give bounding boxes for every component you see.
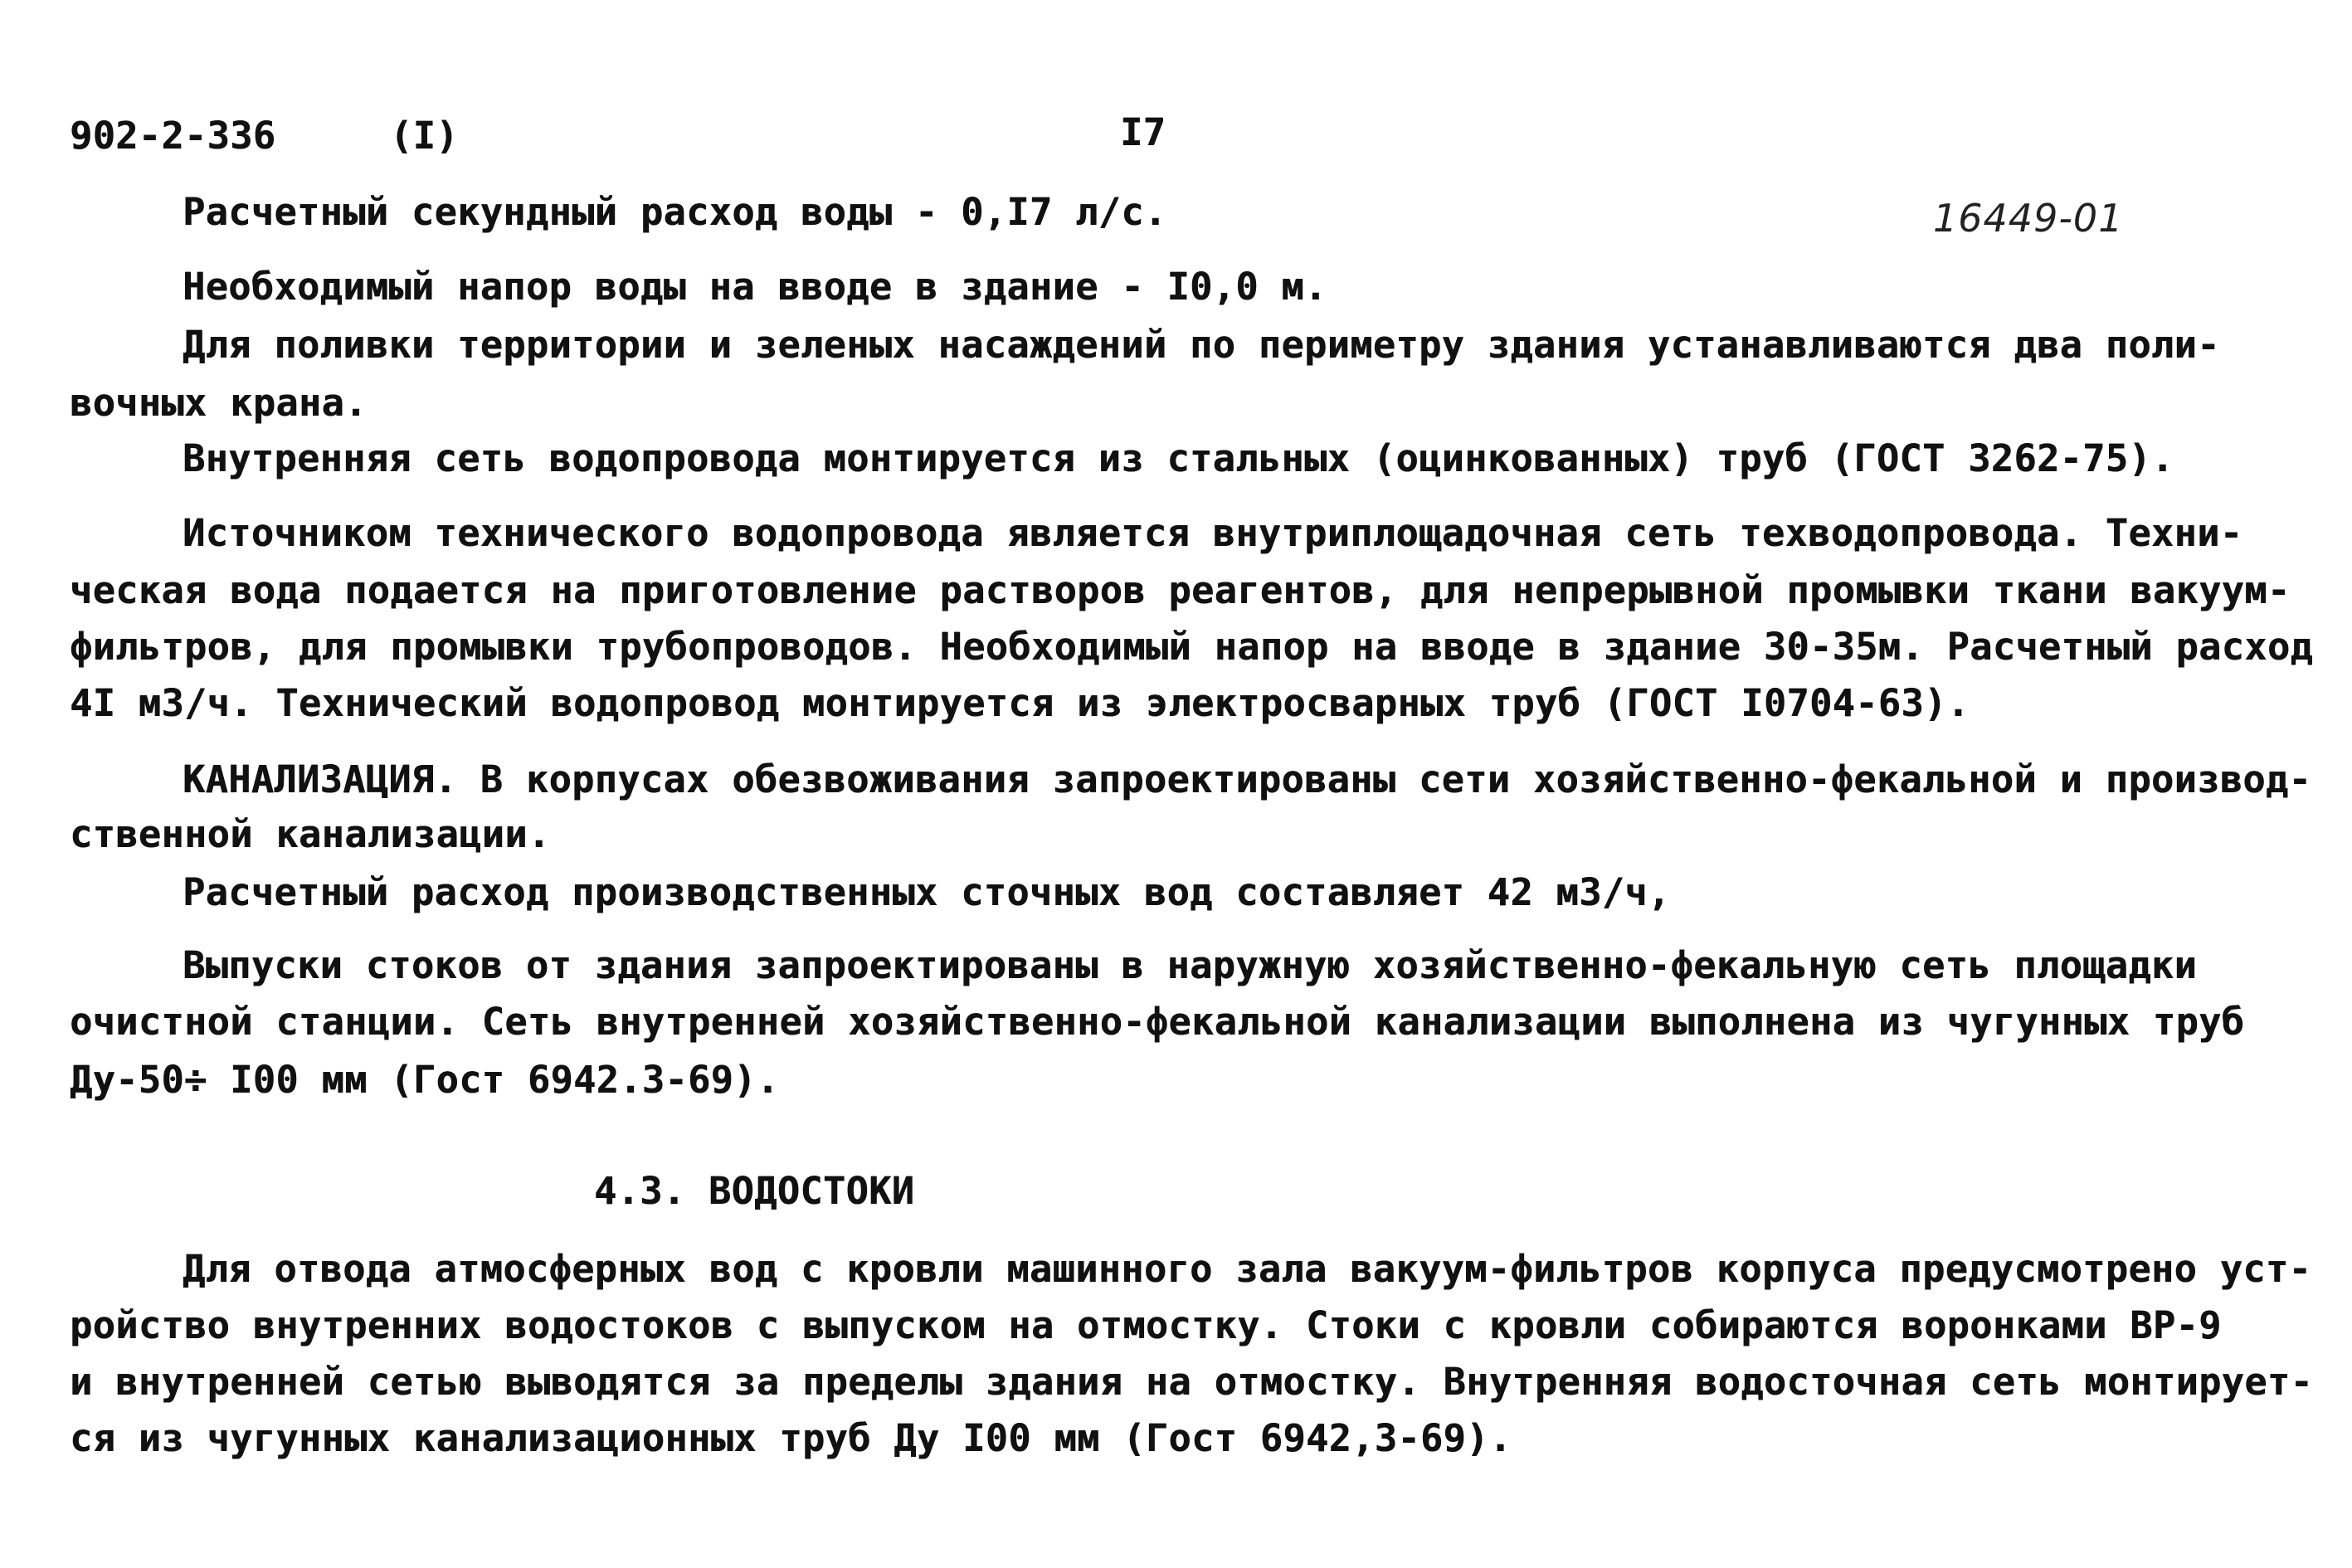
document-code: 902-2-336 bbox=[70, 114, 276, 158]
text-line: Для отвода атмосферных вод с кровли машинного зала вакуум-фильтров корпуса предусмотрено уст- bbox=[183, 1247, 2312, 1291]
page-number: I7 bbox=[1120, 110, 1166, 154]
text-line: ройство внутренних водостоков с выпуском на отмостку. Стоки с кровли собираются воронками ВР-9 bbox=[70, 1303, 2222, 1347]
text-line: ственной канализации. bbox=[70, 812, 551, 856]
text-line: очистной станции. Сеть внутренней хозяйственно-фекальной канализации выполнена из чугунных труб bbox=[70, 1000, 2245, 1044]
text-line: Для поливки территории и зеленых насаждений по периметру здания устанавливаются два поли- bbox=[183, 323, 2220, 367]
text-line: фильтров, для промывки трубопроводов. Необходимый напор на вводе в здание 30-35м. Расчетный расход bbox=[70, 625, 2314, 669]
text-line: Выпуски стоков от здания запроектированы в наружную хозяйственно-фекальную сеть площадки bbox=[183, 943, 2198, 987]
text-line: Необходимый напор воды на вводе в здание - I0,0 м. bbox=[183, 265, 1327, 309]
text-line: 4I м3/ч. Технический водопровод монтируется из электросварных труб (ГОСТ I0704-63). bbox=[70, 681, 1970, 725]
text-line: Источником технического водопровода является внутриплощадочная сеть техводопровода. Техни- bbox=[183, 511, 2243, 555]
text-line: ческая вода подается на приготовление растворов реагентов, для непрерывной промывки ткани вакуум- bbox=[70, 568, 2291, 612]
section-heading: 4.3. ВОДОСТОКИ bbox=[594, 1169, 915, 1213]
text-line: КАНАЛИЗАЦИЯ. В корпусах обезвоживания запроектированы сети хозяйственно-фекальной и производ- bbox=[183, 757, 2312, 801]
text-line: Внутренняя сеть водопровода монтируется из стальных (оцинкованных) труб (ГОСТ 3262-75). bbox=[183, 436, 2174, 480]
text-line: Ду-50÷ I00 мм (Гост 6942.3-69). bbox=[70, 1058, 780, 1102]
text-line: и внутренней сетью выводятся за пределы здания на отмостку. Внутренняя водосточная сеть монтирует- bbox=[70, 1360, 2314, 1404]
text-line: Расчетный секундный расход воды - 0,I7 л/с. bbox=[183, 190, 1167, 234]
section-mark: (I) bbox=[390, 114, 459, 158]
handwritten-inventory-number: 16449-01 bbox=[1933, 196, 2124, 241]
text-line: Расчетный расход производственных сточных вод составляет 42 м3/ч, bbox=[183, 870, 1671, 914]
text-line: ся из чугунных канализационных труб Ду I00 мм (Гост 6942,3-69). bbox=[70, 1416, 1512, 1460]
text-line: вочных крана. bbox=[70, 381, 368, 425]
